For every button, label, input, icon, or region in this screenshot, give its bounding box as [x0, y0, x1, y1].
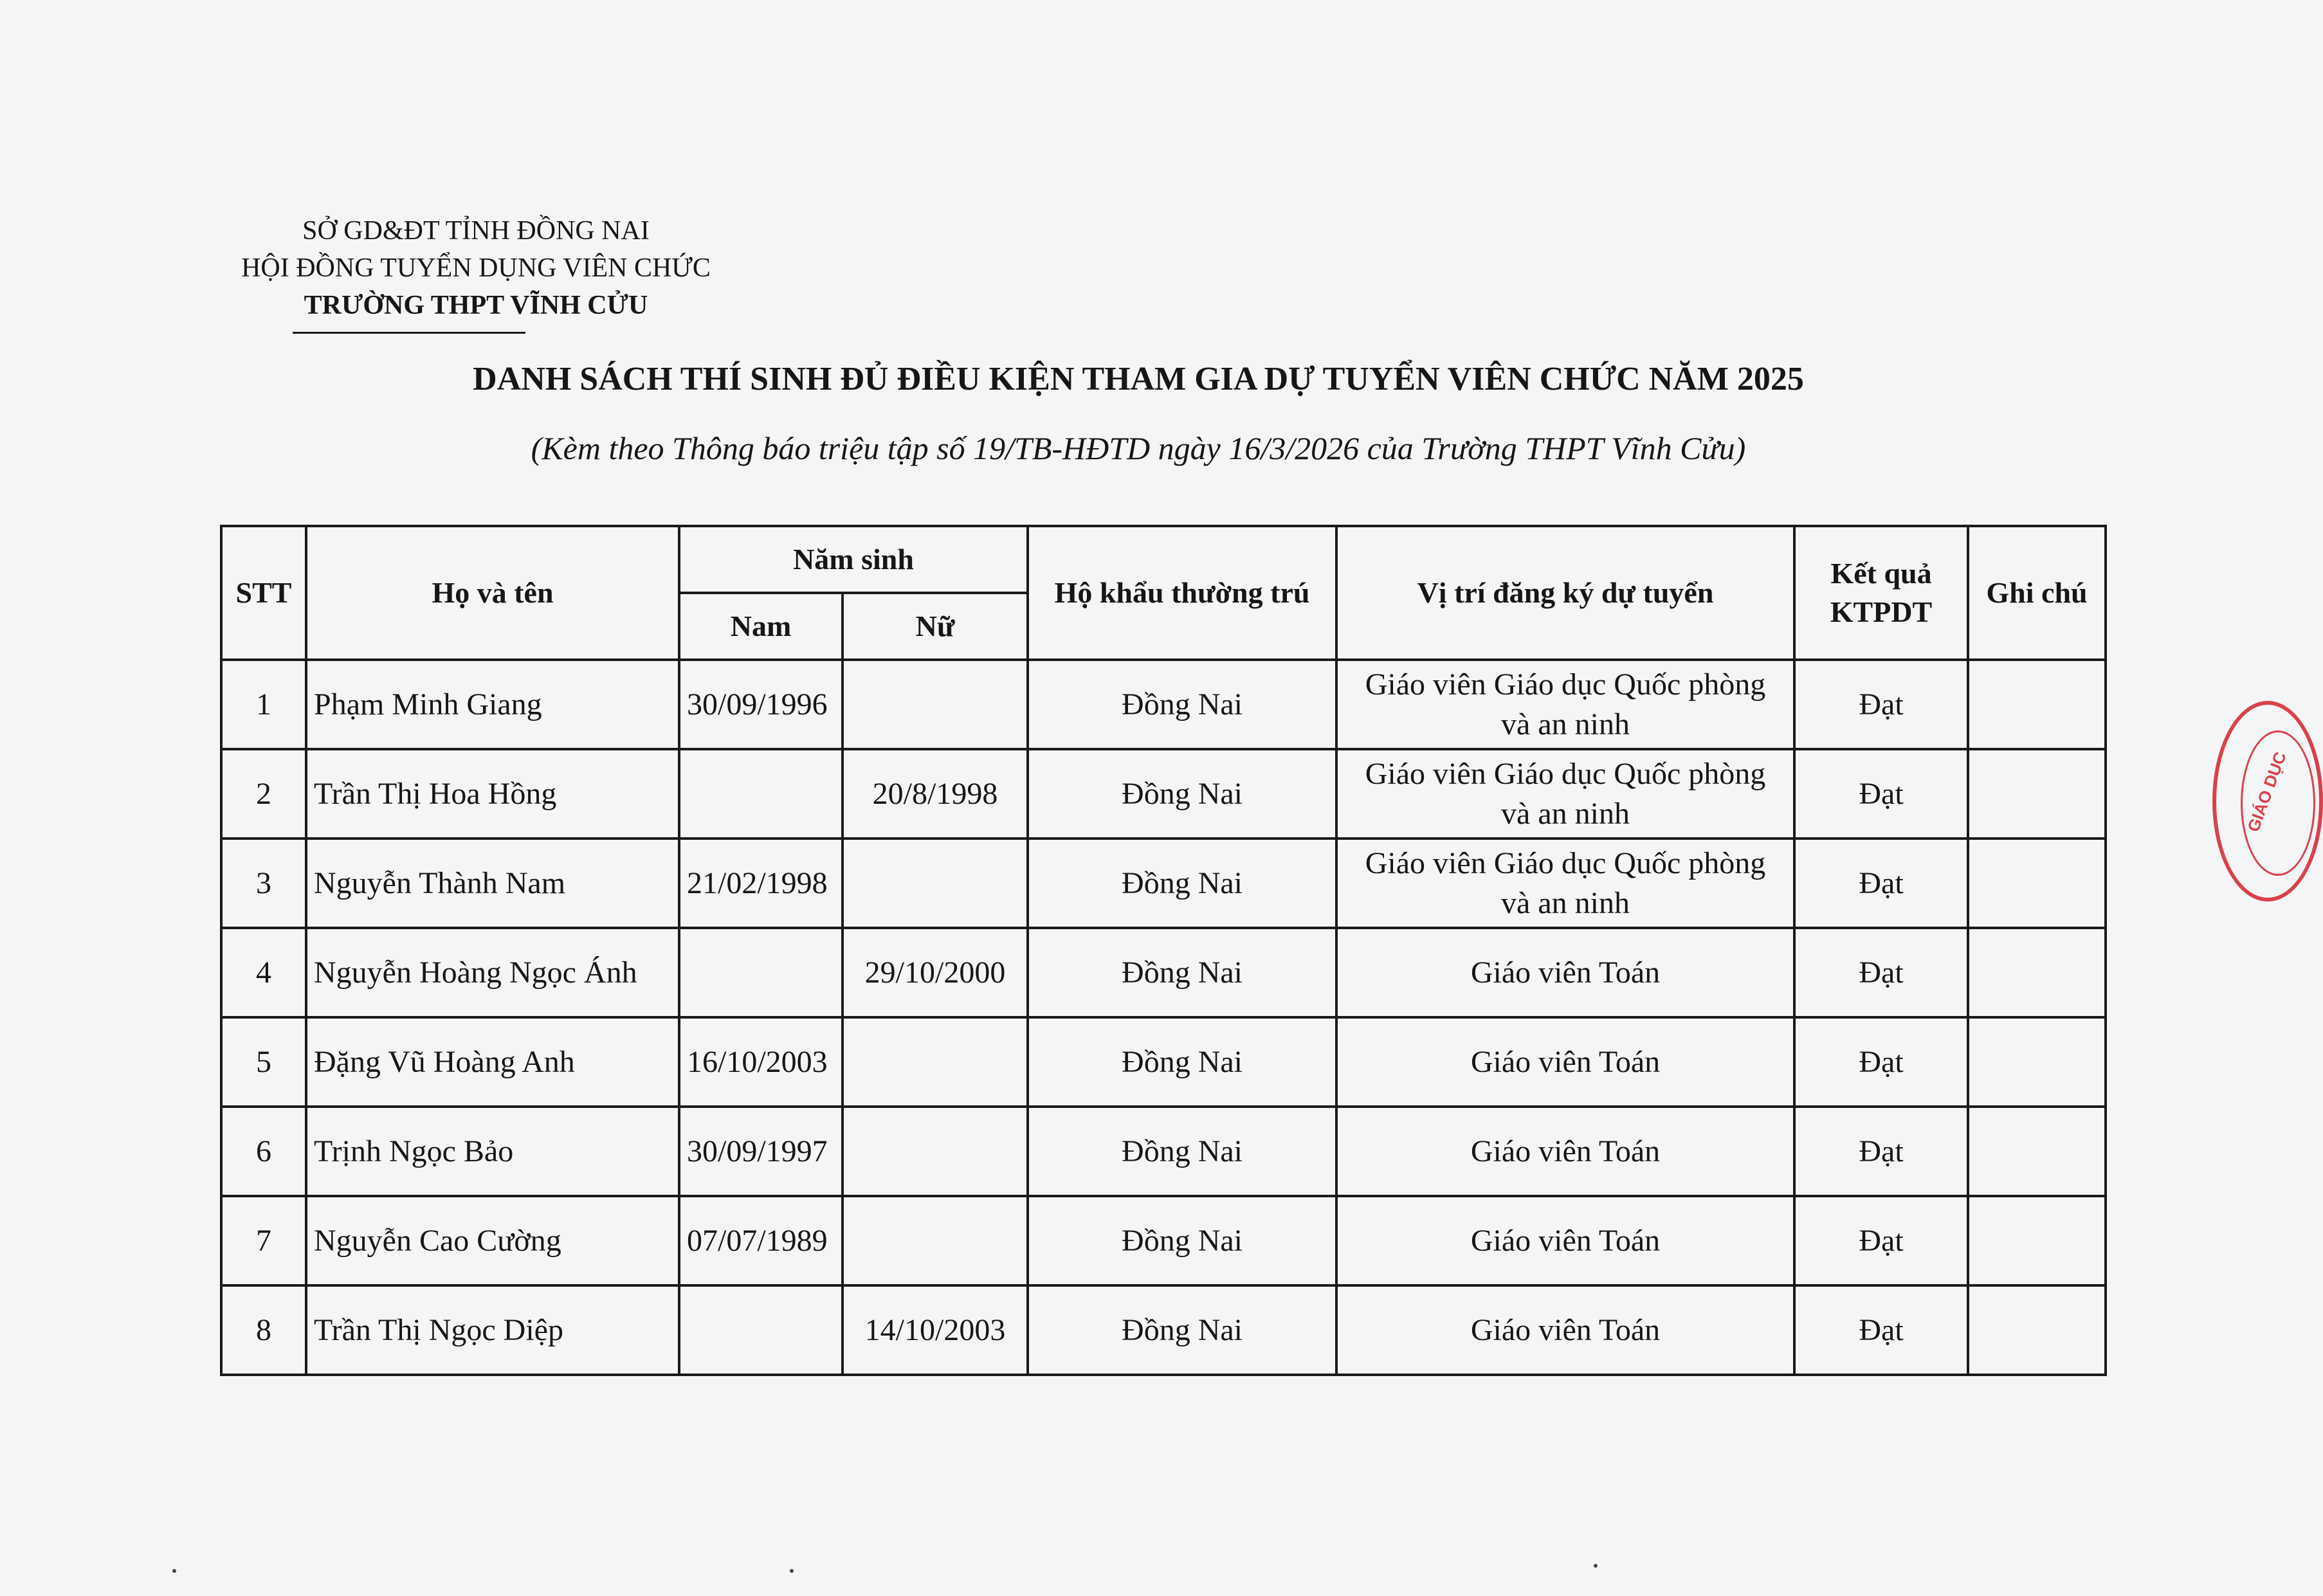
row-result: Đạt — [1794, 1017, 1968, 1107]
row-position-line1: Giáo viên Giáo dục Quốc phòng — [1365, 756, 1766, 791]
table-header-row — [221, 526, 2106, 593]
row-birth-male — [679, 928, 843, 1017]
row-position-line1: Giáo viên Giáo dục Quốc phòng — [1365, 667, 1766, 702]
header-male: Nam — [679, 593, 843, 660]
row-position-line1: Giáo viên Toán — [1470, 1312, 1661, 1347]
row-stt: 7 — [221, 1196, 306, 1285]
header-stt: STT — [221, 526, 306, 660]
table-row — [221, 1196, 2106, 1285]
row-position — [1336, 1107, 1794, 1196]
row-residence: Đồng Nai — [1028, 749, 1336, 839]
row-name: Trần Thị Hoa Hồng — [306, 749, 679, 839]
header-birth-year: Năm sinh — [679, 526, 1028, 593]
header-underline — [293, 332, 525, 334]
table-row — [221, 1107, 2106, 1196]
row-position — [1336, 1285, 1794, 1375]
document-subtitle: (Kèm theo Thông báo triệu tập số 19/TB-HĐTD ngày 16/3/2026 của Trường THPT Vĩnh Cửu) — [531, 430, 1746, 466]
scan-speck — [1594, 1564, 1598, 1568]
row-note — [1968, 1107, 2106, 1196]
row-residence: Đồng Nai — [1028, 1017, 1336, 1107]
row-stt: 5 — [221, 1017, 306, 1107]
row-result: Đạt — [1794, 1107, 1968, 1196]
row-position — [1336, 1017, 1794, 1107]
row-note — [1968, 928, 2106, 1017]
row-stt: 2 — [221, 749, 306, 839]
row-stt: 4 — [221, 928, 306, 1017]
header-female: Nữ — [843, 593, 1028, 660]
row-position — [1336, 660, 1794, 749]
row-birth-male: 16/10/2003 — [679, 1017, 843, 1107]
row-name: Nguyễn Thành Nam — [306, 839, 679, 928]
row-position-line2: và an ninh — [1501, 707, 1630, 741]
row-name: Nguyễn Hoàng Ngọc Ánh — [306, 928, 679, 1017]
row-name: Đặng Vũ Hoàng Anh — [306, 1017, 679, 1107]
row-residence: Đồng Nai — [1028, 1196, 1336, 1285]
row-note — [1968, 1285, 2106, 1375]
table-row — [221, 660, 2106, 749]
row-residence: Đồng Nai — [1028, 839, 1336, 928]
scan-speck — [172, 1569, 176, 1573]
row-result: Đạt — [1794, 749, 1968, 839]
row-birth-male: 07/07/1989 — [679, 1196, 843, 1285]
row-result: Đạt — [1794, 1285, 1968, 1375]
row-position-line1: Giáo viên Giáo dục Quốc phòng — [1365, 846, 1766, 880]
header-result-line1: Kết quả — [1830, 557, 1932, 590]
document-title: DANH SÁCH THÍ SINH ĐỦ ĐIỀU KIỆN THAM GIA DỰ TUYỂN VIÊN CHỨC NĂM 2025 — [473, 361, 1804, 397]
row-result: Đạt — [1794, 928, 1968, 1017]
row-position-line2: và an ninh — [1501, 796, 1630, 831]
row-birth-male — [679, 1285, 843, 1375]
row-stt: 6 — [221, 1107, 306, 1196]
table-row — [221, 1285, 2106, 1375]
table-row — [221, 928, 2106, 1017]
row-birth-male: 30/09/1997 — [679, 1107, 843, 1196]
row-birth-male — [679, 749, 843, 839]
row-birth-female — [843, 1017, 1028, 1107]
row-stt: 1 — [221, 660, 306, 749]
row-note — [1968, 749, 2106, 839]
row-name: Trịnh Ngọc Bảo — [306, 1107, 679, 1196]
table-row — [221, 749, 2106, 839]
row-birth-female — [843, 1107, 1028, 1196]
header-residence: Hộ khẩu thường trú — [1028, 526, 1336, 660]
row-note — [1968, 1017, 2106, 1107]
row-birth-female: 14/10/2003 — [843, 1285, 1028, 1375]
header-result — [1794, 526, 1968, 660]
row-birth-female: 29/10/2000 — [843, 928, 1028, 1017]
department-name: SỞ GD&ĐT TỈNH ĐỒNG NAI — [302, 216, 650, 246]
issuer-header — [212, 212, 740, 324]
row-note — [1968, 660, 2106, 749]
header-name: Họ và tên — [306, 526, 679, 660]
row-position-line1: Giáo viên Toán — [1470, 955, 1661, 990]
table-row — [221, 839, 2106, 928]
row-position-line2: và an ninh — [1501, 885, 1630, 920]
header-note: Ghi chú — [1968, 526, 2106, 660]
row-birth-male: 21/02/1998 — [679, 839, 843, 928]
row-name: Phạm Minh Giang — [306, 660, 679, 749]
row-stt: 3 — [221, 839, 306, 928]
row-birth-female — [843, 660, 1028, 749]
candidate-table — [220, 525, 2107, 1376]
row-position — [1336, 749, 1794, 839]
header-position: Vị trí đăng ký dự tuyển — [1336, 526, 1794, 660]
row-position — [1336, 928, 1794, 1017]
row-residence: Đồng Nai — [1028, 928, 1336, 1017]
official-seal — [2212, 701, 2323, 902]
row-position-line1: Giáo viên Toán — [1470, 1223, 1661, 1258]
row-residence: Đồng Nai — [1028, 1285, 1336, 1375]
row-birth-male: 30/09/1996 — [679, 660, 843, 749]
row-birth-female — [843, 1196, 1028, 1285]
row-stt: 8 — [221, 1285, 306, 1375]
row-result: Đạt — [1794, 1196, 1968, 1285]
row-residence: Đồng Nai — [1028, 1107, 1336, 1196]
header-result-line2: KTPDT — [1830, 595, 1933, 628]
row-birth-female: 20/8/1998 — [843, 749, 1028, 839]
council-name: HỘI ĐỒNG TUYỂN DỤNG VIÊN CHỨC — [241, 253, 711, 283]
row-birth-female — [843, 839, 1028, 928]
row-note — [1968, 1196, 2106, 1285]
scan-speck — [790, 1569, 794, 1573]
row-result: Đạt — [1794, 839, 1968, 928]
row-note — [1968, 839, 2106, 928]
table-row — [221, 1017, 2106, 1107]
row-result: Đạt — [1794, 660, 1968, 749]
row-position-line1: Giáo viên Toán — [1470, 1134, 1661, 1168]
seal-text: GIÁO DỤC — [2243, 749, 2290, 835]
row-name: Trần Thị Ngọc Diệp — [306, 1285, 679, 1375]
row-name: Nguyễn Cao Cường — [306, 1196, 679, 1285]
row-position — [1336, 839, 1794, 928]
school-name: TRƯỜNG THPT VĨNH CỬU — [304, 291, 648, 320]
row-position — [1336, 1196, 1794, 1285]
row-residence: Đồng Nai — [1028, 660, 1336, 749]
row-position-line1: Giáo viên Toán — [1470, 1044, 1661, 1079]
